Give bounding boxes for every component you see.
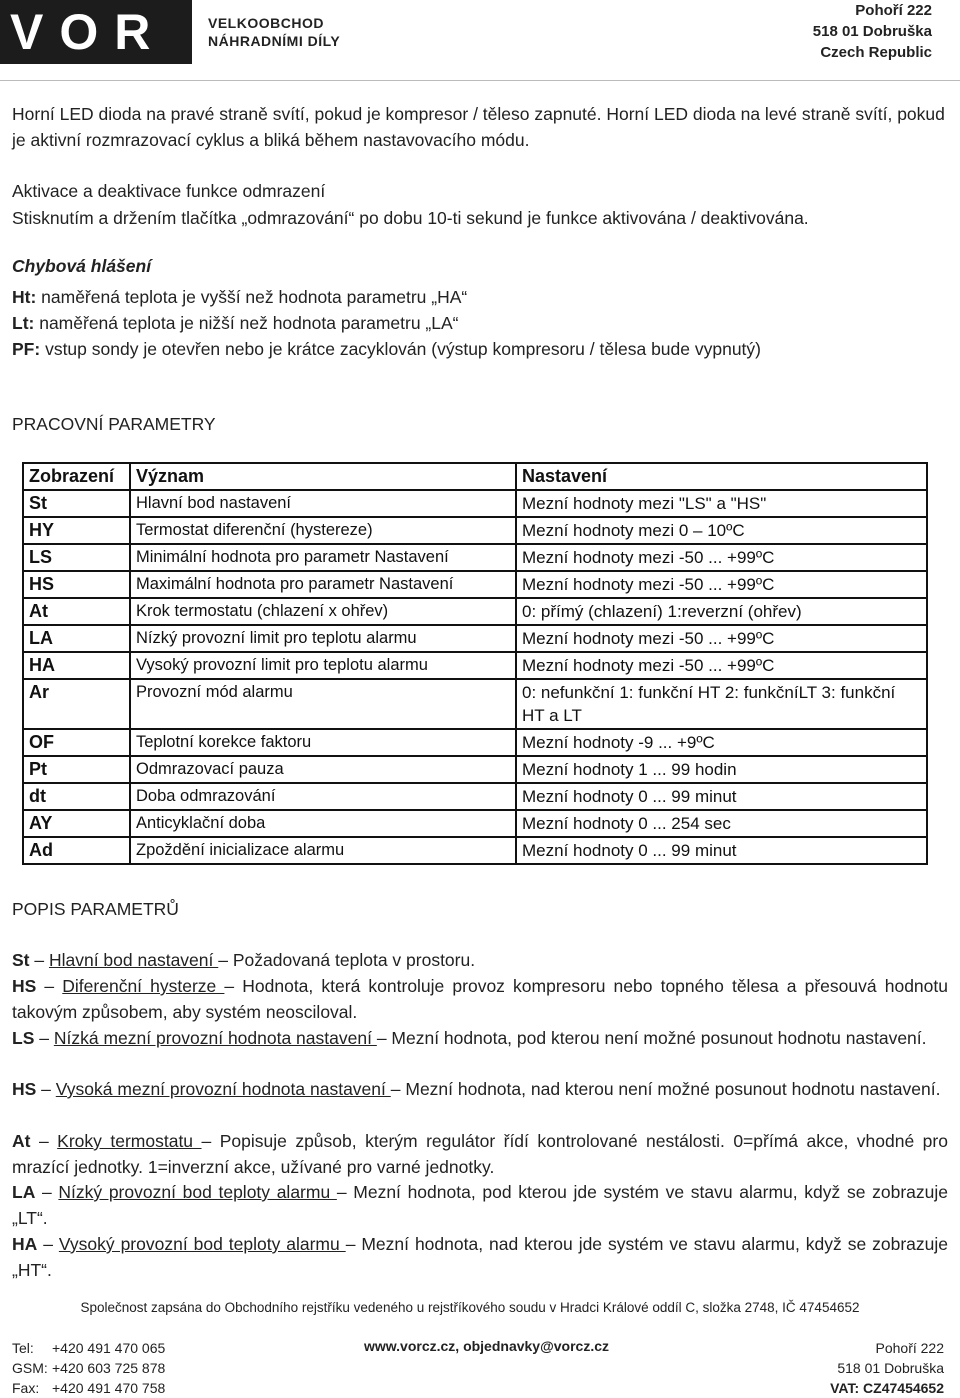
desc-item-at <box>12 1128 948 1180</box>
cell-meaning: Doba odmrazování <box>130 783 516 810</box>
table-row <box>23 490 927 517</box>
desc-dash: – <box>30 1131 58 1151</box>
cell-meaning: Maximální hodnota pro parametr Nastavení <box>130 571 516 598</box>
header-address <box>813 0 932 63</box>
error-text: vstup sondy je otevřen nebo je krátce zacyklován (výstup kompresoru / tělesa bude vypnutý) <box>40 339 761 359</box>
desc-text: – Hodnota, která kontroluje provoz kompresoru nebo topného tělesa a přesouvá hodnotu takovým způsobem, aby systém neosciloval. <box>12 976 948 1022</box>
error-item <box>12 310 948 336</box>
params-title: PRACOVNÍ PARAMETRY <box>12 414 216 434</box>
desc-name: Hlavní bod nastavení <box>48 950 219 970</box>
desc-name: Kroky termostatu <box>57 1131 202 1151</box>
desc-item-hs-2 <box>12 1076 948 1102</box>
desc-text: – Mezní hodnota, nad kterou jde systém ve stavu alarmu, když se zobrazuje „HT“. <box>12 1234 948 1280</box>
cell-code: HY <box>23 517 130 544</box>
footer-registration: Společnost zapsána do Obchodního rejstříku vedeného u rejstříkového soudu v Hradci Králové oddíl C, složka 2748, IČ 47454652 <box>80 1300 860 1315</box>
cell-setting: Mezní hodnoty 0 ... 99 minut <box>516 837 927 864</box>
cell-meaning: Minimální hodnota pro parametr Nastavení <box>130 544 516 571</box>
header-cell: Nastavení <box>516 463 927 490</box>
cell-meaning: Zpoždění inicializace alarmu <box>130 837 516 864</box>
cell-code: HS <box>23 571 130 598</box>
desc-text: – Mezní hodnota, pod kterou není možné posunout hodnotu nastavení. <box>376 1028 927 1048</box>
desc-item-ls <box>12 1025 948 1051</box>
cell-code: dt <box>23 783 130 810</box>
logo-line-1: VELKOOBCHOD <box>208 15 324 31</box>
cell-setting: Mezní hodnoty mezi -50 ... +99ºC <box>516 625 927 652</box>
footer-addr-line: Pohoří 222 <box>875 1340 944 1356</box>
cell-setting: Mezní hodnoty mezi 0 – 10ºC <box>516 517 927 544</box>
cell-setting: 0: nefunkční 1: funkční HT 2: funkčníLT 3: funkční HT a LT <box>516 679 927 729</box>
table-header-row <box>23 463 927 490</box>
desc-text: – Popisuje způsob, kterým regulátor řídí kontrolované nestálosti. 0=přímá akce, vhodné pro mrazící jednotky. 1=inverzní akce, užívané pro varné jednotky. <box>12 1131 948 1177</box>
cell-code: Pt <box>23 756 130 783</box>
desc-name: Nízký provozní bod teploty alarmu <box>58 1182 337 1202</box>
cell-setting: Mezní hodnoty 0 ... 99 minut <box>516 783 927 810</box>
cell-meaning: Nízký provozní limit pro teplotu alarmu <box>130 625 516 652</box>
table-row <box>23 783 927 810</box>
footer-addr-line: 518 01 Dobruška <box>837 1360 944 1376</box>
fax-value: +420 491 470 758 <box>52 1380 166 1396</box>
footer-gsm <box>12 1358 165 1378</box>
desc-dash: – <box>35 1182 59 1202</box>
cell-meaning: Anticyklační doba <box>130 810 516 837</box>
error-item <box>12 284 948 310</box>
address-line: 518 01 Dobruška <box>812 23 932 40</box>
cell-code: St <box>23 490 130 517</box>
desc-code: HA <box>12 1234 38 1254</box>
cell-meaning: Vysoký provozní limit pro teplotu alarmu <box>130 652 516 679</box>
desc-name: Diferenční hysterze <box>62 976 225 996</box>
desc-dash: – <box>34 1028 54 1048</box>
table-row <box>23 756 927 783</box>
header-cell: Význam <box>130 463 516 490</box>
error-code: Ht: <box>12 287 37 307</box>
desc-dash: – <box>36 1079 56 1099</box>
led-paragraph: Horní LED dioda na pravé straně svítí, pokud je kompresor / těleso zapnuté. Horní LED dioda na levé straně svítí, pokud je aktivní rozmrazovací cyklus a bliká během nastavovacího módu. <box>12 104 945 150</box>
table-row <box>23 837 927 864</box>
defrost-text: Stisknutím a držením tlačítka „odmrazování“ po dobu 10-ti sekund je funkce aktivována / deaktivována. <box>12 208 809 228</box>
vor-logo <box>0 0 192 64</box>
page-header <box>0 0 960 80</box>
desc-item-st <box>12 947 948 973</box>
desc-item-la <box>12 1179 948 1231</box>
address-line: Pohoří 222 <box>855 2 932 19</box>
cell-setting: Mezní hodnoty mezi -50 ... +99ºC <box>516 652 927 679</box>
table-row <box>23 729 927 756</box>
desc-code: HS <box>12 1079 37 1099</box>
desc-code: LS <box>12 1028 35 1048</box>
desc-item-hs <box>12 973 948 1025</box>
cell-code: AY <box>23 810 130 837</box>
cell-setting: Mezní hodnoty -9 ... +9ºC <box>516 729 927 756</box>
desc-text: – Požadovaná teplota v prostoru. <box>218 950 476 970</box>
cell-meaning: Krok termostatu (chlazení x ohřev) <box>130 598 516 625</box>
footer-contacts <box>12 1338 165 1398</box>
footer-tel <box>12 1338 165 1358</box>
desc-code: St <box>12 950 30 970</box>
cell-code: Ar <box>23 679 130 729</box>
table-row <box>23 652 927 679</box>
gsm-label: GSM: <box>12 1360 48 1376</box>
table-row <box>23 544 927 571</box>
cell-setting: Mezní hodnoty mezi -50 ... +99ºC <box>516 544 927 571</box>
footer-address <box>830 1338 944 1398</box>
cell-code: LA <box>23 625 130 652</box>
desc-text: – Mezní hodnota, pod kterou jde systém ve stavu alarmu, když se zobrazuje „LT“. <box>12 1182 948 1228</box>
cell-setting: Mezní hodnoty mezi "LS" a "HS" <box>516 490 927 517</box>
logo-tagline <box>208 14 340 50</box>
tel-value: +420 491 470 065 <box>52 1340 166 1356</box>
table-row <box>23 571 927 598</box>
desc-code: HS <box>12 976 37 996</box>
cell-code: HA <box>23 652 130 679</box>
address-line: Czech Republic <box>820 44 932 61</box>
cell-setting: Mezní hodnoty mezi -50 ... +99ºC <box>516 571 927 598</box>
table-row <box>23 679 927 729</box>
desc-title: POPIS PARAMETRŮ <box>12 899 179 919</box>
desc-code: At <box>12 1131 31 1151</box>
fax-label: Fax: <box>12 1380 40 1396</box>
tel-label: Tel: <box>12 1340 34 1356</box>
cell-meaning: Odmrazovací pauza <box>130 756 516 783</box>
desc-name: Vysoká mezní provozní hodnota nastavení <box>55 1079 391 1099</box>
defrost-title: Aktivace a deaktivace funkce odmrazení <box>12 181 326 201</box>
error-code: Lt: <box>12 313 35 333</box>
error-text: naměřená teplota je nižší než hodnota parametru „LA“ <box>34 313 459 333</box>
desc-dash: – <box>36 976 63 996</box>
desc-text: – Mezní hodnota, nad kterou není možné posunout hodnotu nastavení. <box>390 1079 941 1099</box>
gsm-value: +420 603 725 878 <box>52 1360 166 1376</box>
desc-name: Nízká mezní provozní hodnota nastavení <box>53 1028 377 1048</box>
cell-code: OF <box>23 729 130 756</box>
cell-meaning: Hlavní bod nastavení <box>130 490 516 517</box>
cell-setting: Mezní hodnoty 1 ... 99 hodin <box>516 756 927 783</box>
desc-dash: – <box>37 1234 59 1254</box>
cell-code: At <box>23 598 130 625</box>
footer-fax <box>12 1378 165 1398</box>
error-code: PF: <box>12 339 41 359</box>
cell-setting: 0: přímý (chlazení) 1:reverzní (ohřev) <box>516 598 927 625</box>
logo-letters: VOR <box>10 4 167 60</box>
table-row <box>23 625 927 652</box>
table-row <box>23 810 927 837</box>
footer-web-link[interactable]: www.vorcz.cz, objednavky@vorcz.cz <box>364 1338 609 1354</box>
desc-name: Vysoký provozní bod teploty alarmu <box>58 1234 346 1254</box>
table-row <box>23 598 927 625</box>
error-text: naměřená teplota je vyšší než hodnota parametru „HA“ <box>36 287 468 307</box>
cell-code: LS <box>23 544 130 571</box>
errors-title: Chybová hlášení <box>12 256 152 276</box>
params-table <box>22 462 928 865</box>
error-item <box>12 336 948 362</box>
header-cell: Zobrazení <box>23 463 130 490</box>
cell-setting: Mezní hodnoty 0 ... 254 sec <box>516 810 927 837</box>
desc-code: LA <box>12 1182 36 1202</box>
cell-meaning: Termostat diferenční (hystereze) <box>130 517 516 544</box>
table-row <box>23 517 927 544</box>
cell-meaning: Teplotní korekce faktoru <box>130 729 516 756</box>
header-divider <box>0 80 960 81</box>
footer-vat: VAT: CZ47454652 <box>830 1380 944 1396</box>
desc-dash: – <box>29 950 49 970</box>
desc-item-ha <box>12 1231 948 1283</box>
cell-meaning: Provozní mód alarmu <box>130 679 516 729</box>
cell-code: Ad <box>23 837 130 864</box>
logo-line-2: NÁHRADNÍMI DÍLY <box>208 33 341 49</box>
